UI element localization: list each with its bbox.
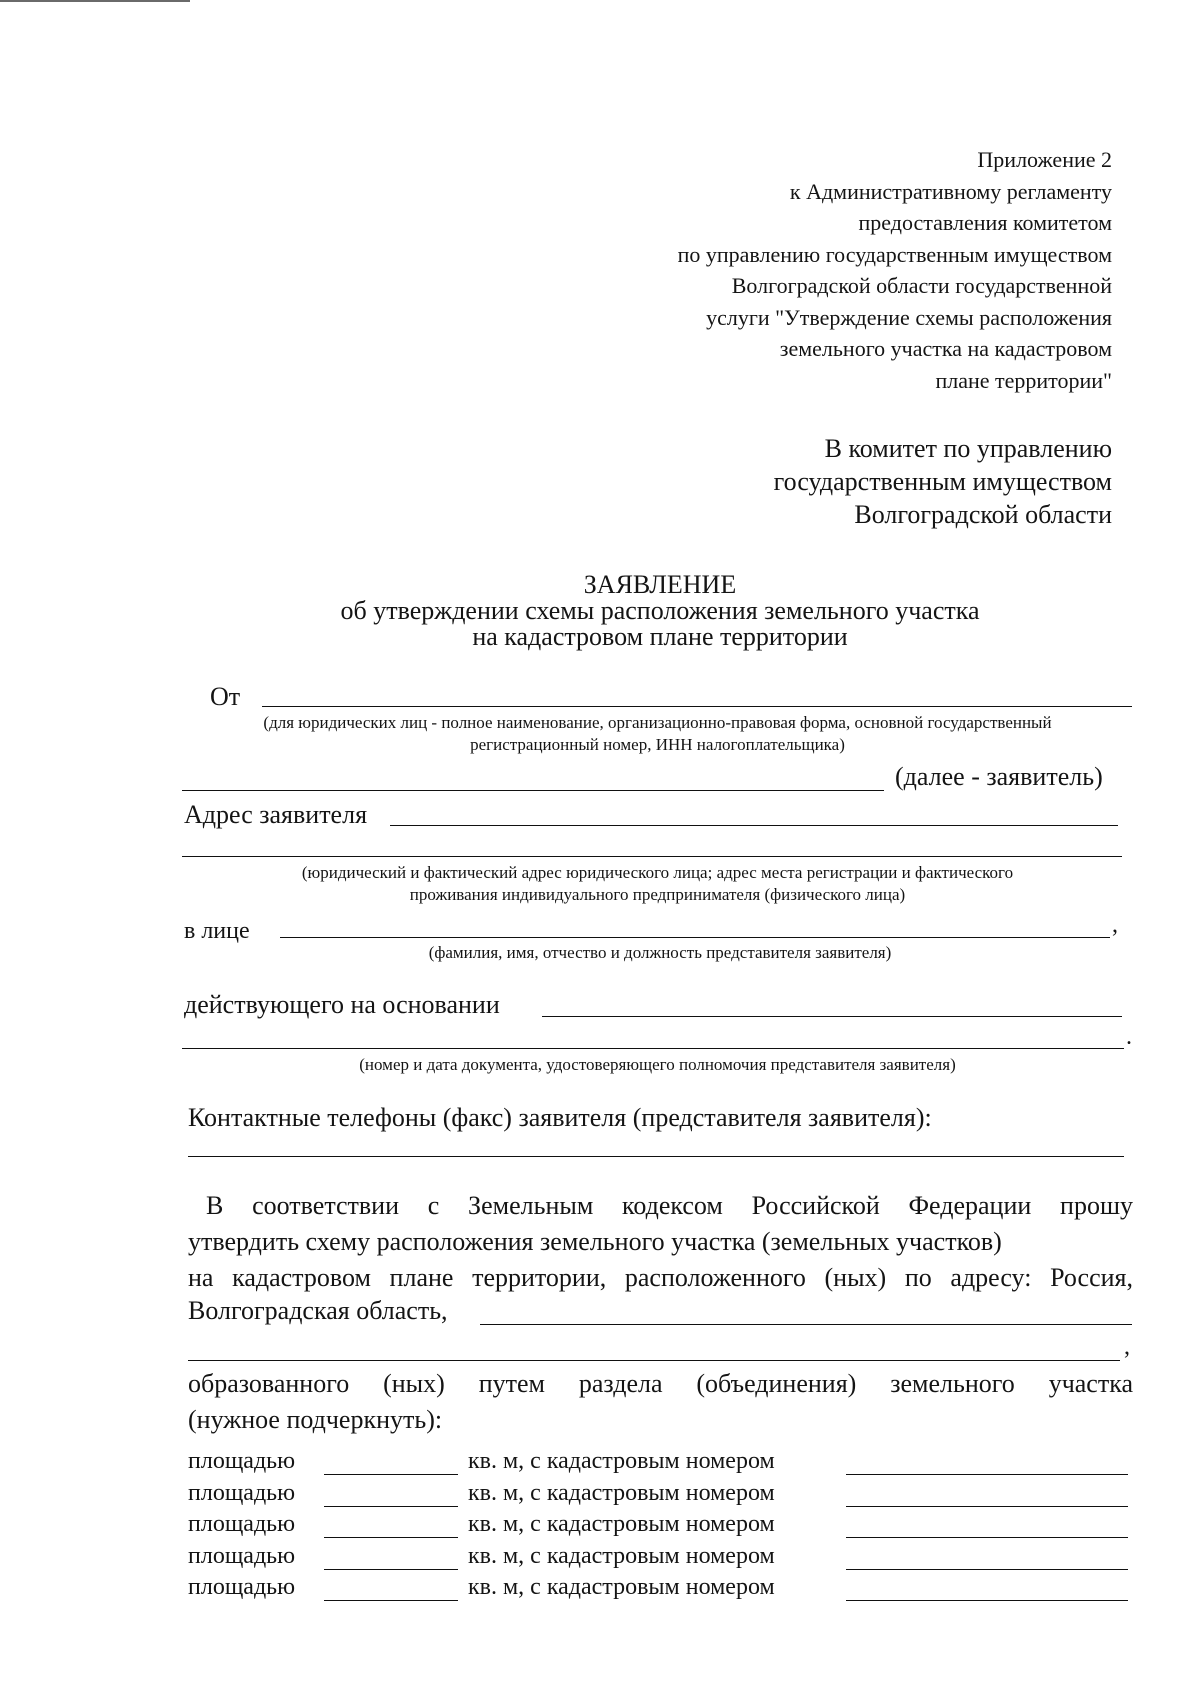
area-unit-text: кв. м, с кадастровым номером (468, 1448, 775, 1474)
scan-edge-mark (0, 0, 190, 2)
appendix-line: услуги "Утверждение схемы расположения (706, 304, 1112, 330)
cadastral-number-field[interactable] (846, 1537, 1128, 1538)
cadastral-number-field[interactable] (846, 1474, 1128, 1475)
area-value-field[interactable] (324, 1600, 458, 1601)
area-value-field[interactable] (324, 1474, 458, 1475)
area-value-field[interactable] (324, 1569, 458, 1570)
person-label: в лице (184, 918, 250, 944)
recipient-line: государственным имуществом (773, 467, 1112, 496)
request-line-1: В соответствии с Земельным кодексом Российской Федерации прошу (206, 1191, 1133, 1220)
address-caption-2: проживания индивидуального предпринимателя (физического лица) (409, 885, 906, 904)
request-line-6: образованного (ных) путем раздела (объединения) земельного участка (188, 1369, 1133, 1398)
cadastral-number-field[interactable] (846, 1600, 1128, 1601)
from-label: От (210, 682, 241, 711)
area-row (188, 1543, 1133, 1573)
request-line-7: (нужное подчеркнуть): (188, 1405, 443, 1434)
basis-caption: (номер и дата документа, удостоверяющего полномочия представителя заявителя) (359, 1055, 956, 1074)
representative-field[interactable] (280, 937, 1110, 938)
title-subtitle-2: на кадастровом плане территории (472, 622, 848, 651)
area-label: площадью (188, 1448, 296, 1474)
appendix-line: земельного участка на кадастровом (779, 336, 1112, 361)
phones-label: Контактные телефоны (факс) заявителя (представителя заявителя): (188, 1103, 932, 1132)
location-field[interactable] (480, 1324, 1132, 1325)
area-value-field[interactable] (324, 1506, 458, 1507)
appendix-line: плане территории" (935, 367, 1112, 393)
request-line-2: утвердить схему расположения земельного участка (земельных участков) (188, 1227, 1002, 1256)
applicant-name-field[interactable] (182, 790, 884, 791)
recipient-line: В комитет по управлению (824, 434, 1112, 463)
cadastral-number-field[interactable] (846, 1569, 1128, 1570)
cadastral-number-field[interactable] (846, 1506, 1128, 1507)
area-label: площадью (188, 1511, 296, 1537)
person-caption: (фамилия, имя, отчество и должность представителя заявителя) (428, 943, 892, 962)
area-label: площадью (188, 1542, 296, 1569)
basis-field-continued[interactable] (182, 1048, 1124, 1049)
area-unit-text: кв. м, с кадастровым номером (468, 1479, 775, 1506)
basis-label: действующего на основании (184, 990, 500, 1019)
appendix-line: предоставления комитетом (858, 210, 1112, 235)
area-unit-text: кв. м, с кадастровым номером (468, 1511, 775, 1537)
area-value-field[interactable] (324, 1537, 458, 1538)
address-field-continued[interactable] (182, 856, 1122, 857)
area-row (188, 1574, 1133, 1604)
request-line-4-label: Волгоградская область, (188, 1296, 448, 1325)
address-caption-1: (юридический и фактический адрес юридического лица; адрес места регистрации и фактического (301, 863, 1014, 882)
area-unit-text: кв. м, с кадастровым номером (468, 1542, 775, 1569)
location-field-continued[interactable] (188, 1360, 1120, 1361)
area-unit-text: кв. м, с кадастровым номером (468, 1574, 775, 1600)
document-title (220, 572, 1100, 650)
area-label: площадью (188, 1479, 296, 1506)
request-line-3: на кадастровом плане территории, расположенного (ных) по адресу: Россия, (188, 1263, 1133, 1292)
phones-field[interactable] (188, 1156, 1124, 1157)
person-comma: , (1112, 912, 1118, 938)
from-caption-1: (для юридических лиц - полное наименование, организационно-правовая форма, основной государственный (263, 713, 1052, 732)
address-field[interactable] (390, 825, 1118, 826)
appendix-header (678, 144, 1112, 396)
area-row (188, 1511, 1133, 1541)
appendix-line: Приложение 2 (977, 147, 1112, 172)
area-label: площадью (188, 1574, 296, 1600)
appendix-line: по управлению государственным имуществом (677, 241, 1112, 267)
area-row (188, 1448, 1133, 1478)
basis-field[interactable] (542, 1016, 1122, 1017)
recipient-block (774, 432, 1112, 531)
address-label: Адрес заявителя (184, 800, 368, 829)
appendix-line: к Административному регламенту (789, 178, 1112, 204)
from-field[interactable] (262, 706, 1132, 707)
appendix-line: Волгоградской области государственной (731, 273, 1112, 298)
recipient-line: Волгоградской области (854, 500, 1112, 529)
title-subtitle-1: об утверждении схемы расположения земельного участка (340, 596, 980, 625)
location-comma: , (1124, 1334, 1130, 1360)
from-caption-2: регистрационный номер, ИНН налогоплательщика) (470, 735, 845, 754)
area-row (188, 1480, 1133, 1510)
title-main: ЗАЯВЛЕНИЕ (583, 570, 737, 599)
applicant-suffix: (далее - заявитель) (895, 762, 1103, 791)
basis-period: . (1126, 1024, 1132, 1050)
